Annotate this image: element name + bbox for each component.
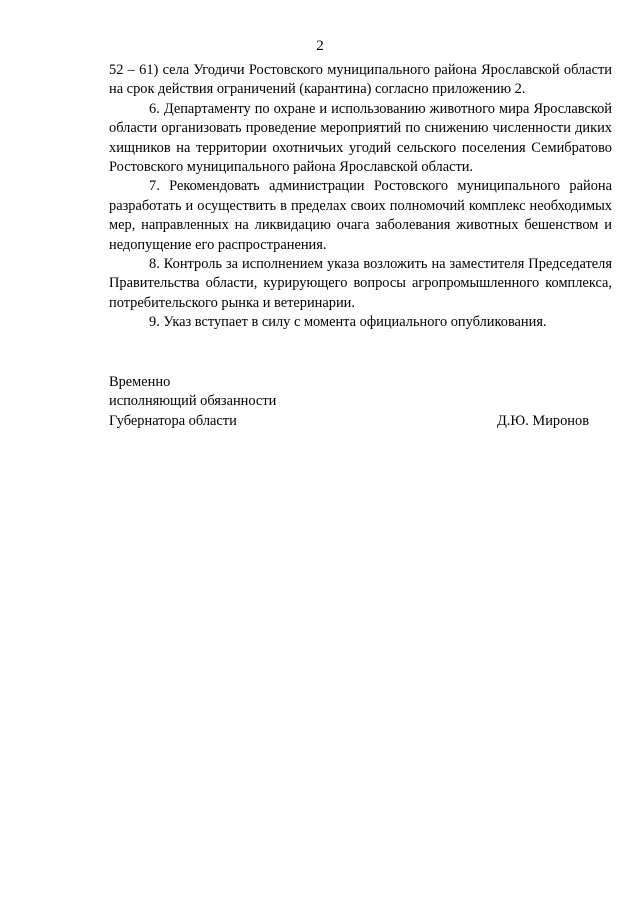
paragraph-item-8: 8. Контроль за исполнением указа возложить на заместителя Председателя Правительства области, курирующего вопросы агропромышленного комплекса, потребительского рынка и ветеринарии.: [109, 256, 612, 311]
signatory-name: Д.Ю. Миронов: [497, 412, 589, 429]
paragraph-item-9: 9. Указ вступает в силу с момента официального опубликования.: [149, 314, 547, 331]
signature-title: Губернатора области: [109, 412, 237, 429]
page-number: 2: [316, 38, 324, 54]
decree-body: [109, 61, 612, 333]
paragraph-continuation: 52 – 61) села Угодичи Ростовского муниципального района Ярославской области на срок действия ограничений (карантина) согласно приложению 2.: [109, 62, 612, 98]
signature-position-line-1: Временно: [109, 374, 171, 390]
paragraph-item-7: 7. Рекомендовать администрации Ростовского муниципального района разработать и осуществить в пределах своих полномочий комплекс необходимых мер, направленных на ликвидацию очага заболевания животных бешенством и недопущение его распространения.: [109, 178, 612, 253]
signature-block: [109, 373, 589, 431]
paragraph-item-6: 6. Департаменту по охране и использованию животного мира Ярославской области организовать проведение мероприятий по снижению численности диких хищников на территории охотничьих угодий сельского поселения Семибратово Ростовского муниципального района Ярославской области.: [109, 100, 612, 176]
signature-position-line-2: исполняющий обязанности: [109, 393, 277, 410]
signature-row: [109, 412, 589, 431]
